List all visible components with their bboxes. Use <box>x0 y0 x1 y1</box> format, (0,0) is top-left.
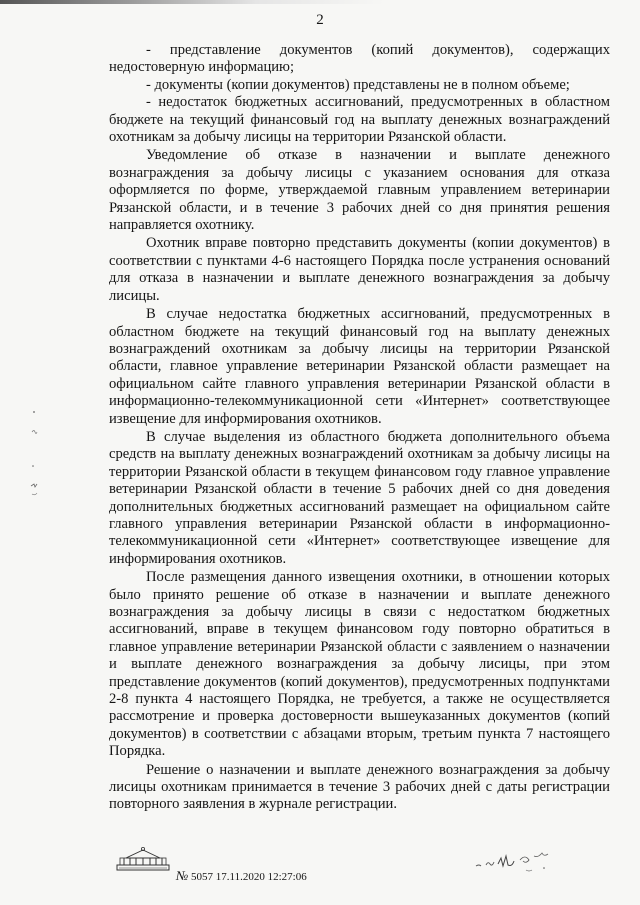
building-seal-icon <box>116 846 170 872</box>
registration-stamp <box>176 868 307 884</box>
paragraph-decision-term: Решение о назначении и выплате денежного вознаграждения за добычу лисицы охотникам принимается в течение 3 рабочих дней с даты регистрации повторного заявления в журнале регистрации. <box>109 761 610 813</box>
paragraph-refusal-ground-budget: - недостаток бюджетных ассигнований, предусмотренных в областном бюджете на текущий финансовый год на выплату денежных вознаграждений охотникам за добычу лисицы на территории Рязанской области. <box>109 94 610 146</box>
document-footer <box>116 846 596 886</box>
document-body <box>109 42 610 814</box>
registration-number-date: 5057 17.11.2020 12:27:06 <box>191 871 307 883</box>
paragraph-resubmission: Охотник вправе повторно представить документы (копии документов) в соответствии с пунктами 4-6 настоящего Порядка после устранения оснований для отказа в назначении и выплате денежного вознаграждения за добычу лисицы. <box>109 235 610 304</box>
page-number: 2 <box>316 12 324 28</box>
paragraph-repeat-application: После размещения данного извещения охотники, в отношении которых было принято решение об отказе в назначении и выплате денежного вознаграждения за добычу лисицы в связи с недостатком бюджетных ассигнований, вправе в текущем финансовом году повторно обратиться в главное управление ветеринарии Рязанской области с заявлением о назначении и выплате денежного вознаграждения за добычу лисицы, при этом представление документов (копий документов), предусмотренных подпунктами 2-8 пункта 4 настоящего Порядка, не требуется, а также не осуществляется рассмотрение и проверка достоверности вышеуказанных документов (копий документов) в соответствии с абзацами вторым, третьим пункта 7 настоящего Порядка. <box>109 569 610 760</box>
paragraph-refusal-ground-incomplete: - документы (копии документов) представлены не в полном объеме; <box>146 76 570 93</box>
scan-edge-artifact <box>0 0 640 4</box>
paragraph-refusal-notice: Уведомление об отказе в назначении и выплате денежного вознаграждения за добычу лисицы с указанием основания для отказа оформляется по форме, утверждаемой главным управлением ветеринарии Рязанской области, и в течение 3 рабочих дней со дня принятия решения направляется охотнику. <box>109 147 610 234</box>
paragraph-additional-funds: В случае выделения из областного бюджета дополнительного объема средств на выплату денежных вознаграждений охотникам за добычу лисицы на территории Рязанской области в текущем финансовом году главное управление ветеринарии Рязанской области в течение 5 рабочих дней со дня доведения дополнительных бюджетных ассигнований размещает на официальном сайте главного управления ветеринарии Рязанской области в информационно-телекоммуникационной сети «Интернет» соответствующее извещение для информирования охотников. <box>109 428 610 567</box>
paragraph-budget-shortage: В случае недостатка бюджетных ассигнований, предусмотренных в областном бюджете на текущий финансовый год на выплату денежных вознаграждений охотникам за добычу лисицы на территории Рязанской области, главное управление ветеринарии Рязанской области размещает на официальном сайте главного управления ветеринарии Рязанской области в информационно-телекоммуникационной сети «Интернет» соответствующее извещение для информирования охотников. <box>109 306 610 427</box>
margin-scan-marks <box>28 408 48 498</box>
signature-scribble-icon <box>474 846 554 876</box>
number-sign: № <box>176 868 189 883</box>
paragraph-refusal-ground-invalid-info: - представление документов (копий документов), содержащих недостоверную информацию; <box>109 42 610 76</box>
